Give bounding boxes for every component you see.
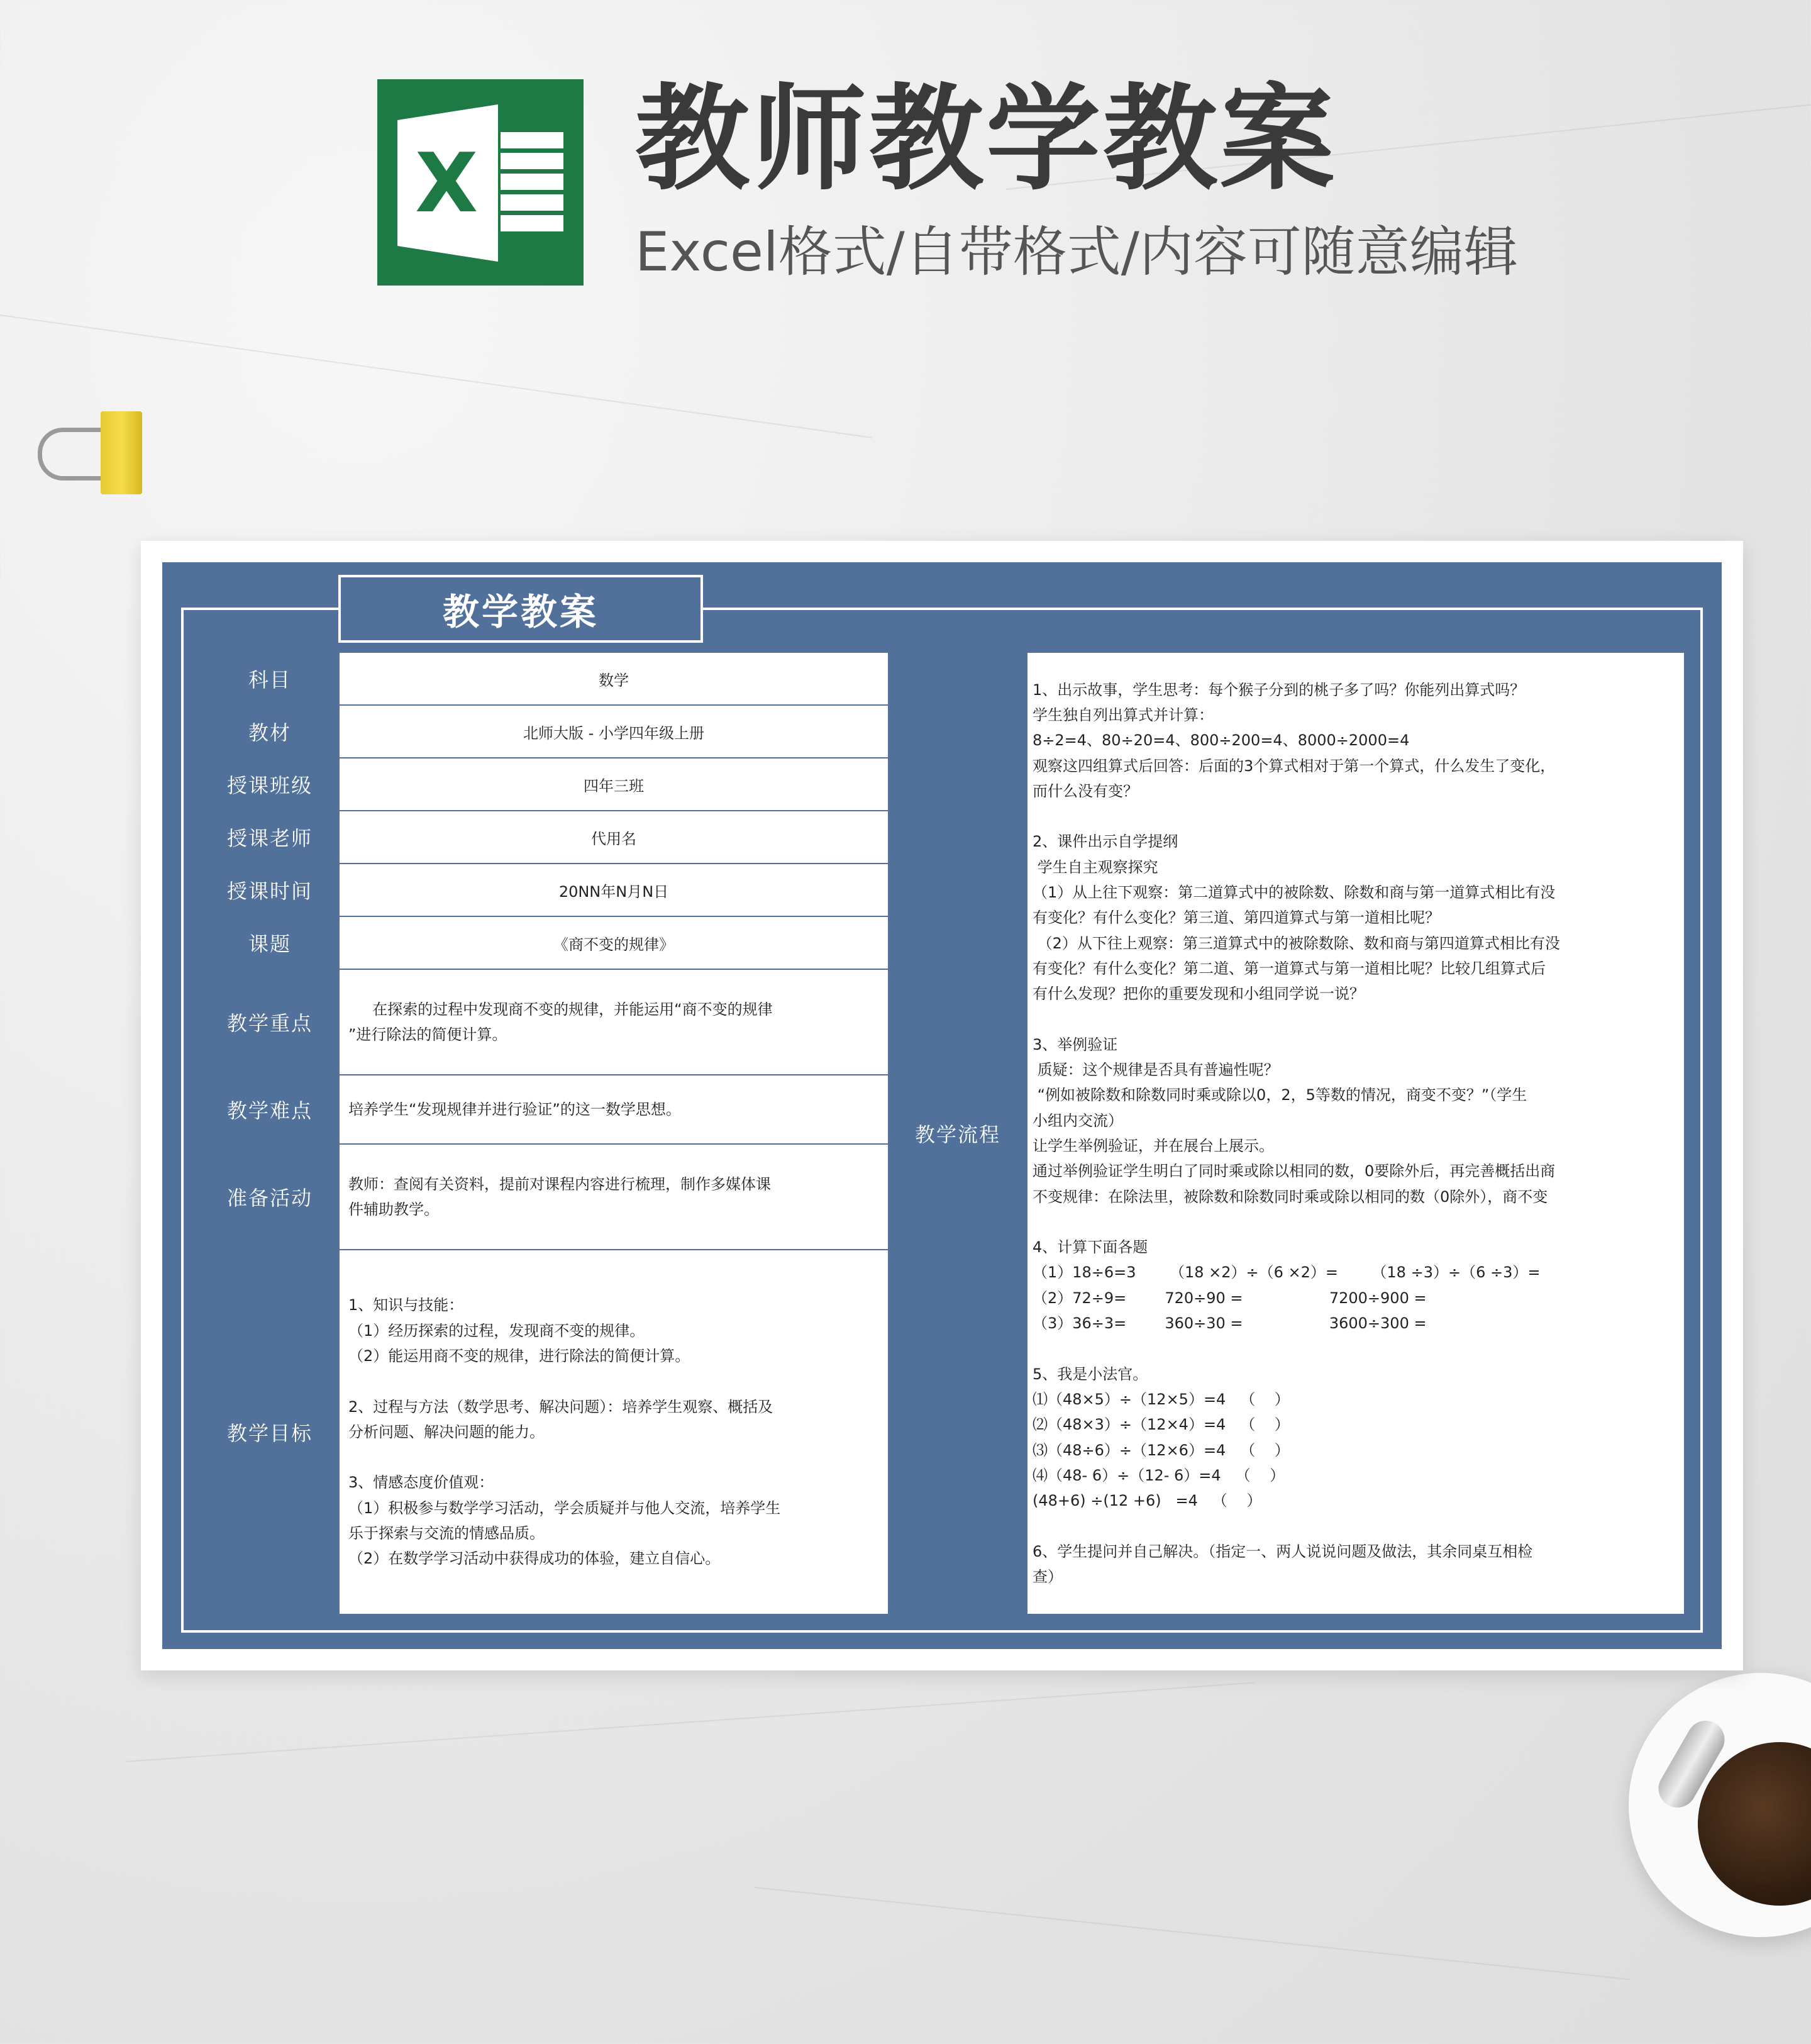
marble-vein: [126, 1682, 1255, 1762]
text-line: 1、知识与技能：: [348, 1296, 464, 1314]
marble-vein: [755, 1887, 1631, 1980]
document-title: 教学教案: [338, 575, 703, 643]
text-line: （3）36÷3= 360÷30 = 3600÷300 =: [1033, 1314, 1427, 1333]
text-line: 通过举例验证学生明白了同时乘或除以相同的数，0要除外后，再完善概括出商: [1033, 1162, 1556, 1180]
coffee-cup-icon: [1629, 1673, 1811, 1937]
text-line: [1033, 1007, 1679, 1032]
text-line: 4、计算下面各题: [1033, 1238, 1148, 1257]
text-line: (48+6) ÷(12 +6) =4 （ ）: [1033, 1492, 1262, 1510]
text-line: 件辅助教学。: [348, 1201, 439, 1218]
text-line: 有变化？有什么变化？第二道、第一道算式与第一道相比呢？比较几组算式后: [1033, 959, 1546, 977]
text-line: 而什么没有变？: [1033, 782, 1138, 800]
table-row: [201, 652, 1685, 705]
text-line: 乐于探索与交流的情感品质。: [348, 1525, 545, 1543]
row-label: 科目: [201, 652, 339, 705]
row-label: 课题: [201, 916, 339, 969]
page-title: 教师教学教案: [635, 72, 1337, 206]
text-line: ⑵（48×3）÷（12×4）=4 （ ）: [1033, 1416, 1290, 1434]
key-point-label: 教学重点: [201, 969, 339, 1075]
text-line: 小组内交流）: [1033, 1111, 1123, 1130]
text-line: [1033, 1336, 1679, 1361]
difficulty-value[interactable]: 培养学生“发现规律并进行验证”的这一数学思想。: [339, 1075, 889, 1144]
text-line: [1033, 1209, 1679, 1235]
text-line: 质疑：这个规律是否具有普遍性呢？: [1033, 1061, 1279, 1079]
text-line: 让学生举例验证，并在展台上展示。: [1033, 1137, 1274, 1155]
prep-label: 准备活动: [201, 1144, 339, 1250]
text-line: 8÷2=4、80÷20=4、800÷200=4、8000÷2000=4: [1033, 731, 1410, 750]
text-line: ”进行除法的简便计算。: [348, 1026, 507, 1043]
text-line: “例如被除数和除数同时乘或除以0，2，5等数的情况，商变不变？”（学生: [1033, 1086, 1527, 1104]
flow-label: 教学流程: [889, 652, 1027, 1614]
text-line: [1033, 1513, 1679, 1538]
cell-value[interactable]: 四年三班: [339, 758, 889, 811]
text-line: 学生独自列出算式并计算：: [1033, 706, 1214, 724]
lesson-plan-frame: [162, 562, 1722, 1649]
text-line: ⑴（48×5）÷（12×5）=4 （ ）: [1033, 1390, 1290, 1408]
flow-content[interactable]: [1027, 652, 1685, 1614]
text-line: 6、学生提问并自己解决。（指定一、两人说说问题及做法，其余同桌互相检: [1033, 1542, 1533, 1560]
row-label: 授课时间: [201, 864, 339, 916]
text-line: 5、我是小法官。: [1033, 1365, 1148, 1383]
text-line: 观察这四组算式后回答：后面的3个算式相对于第一个算式，什么发生了变化，: [1033, 757, 1556, 775]
text-line: 1、出示故事，学生思考：每个猴子分到的桃子多了吗？你能列出算式吗？: [1033, 680, 1526, 699]
cell-value[interactable]: 《商不变的规律》: [339, 916, 889, 969]
text-line: 在探索的过程中发现商不变的规律，并能运用“商不变的规律: [348, 1000, 773, 1018]
logo-grid-icon: [501, 132, 563, 233]
binder-clip-icon: [38, 403, 151, 503]
text-line: ⑷（48- 6）÷（12- 6）=4 （ ）: [1033, 1466, 1285, 1484]
text-line: 教师：查阅有关资料，提前对课程内容进行梳理，制作多媒体课: [348, 1175, 771, 1193]
excel-logo-icon: [377, 79, 584, 286]
text-line: 2、过程与方法（数学思考、解决问题）：培养学生观察、概括及: [348, 1397, 773, 1416]
text-line: （1）经历探索的过程，发现商不变的规律。: [348, 1321, 645, 1340]
text-line: （2）从下往上观察：第三道算式中的被除数除、数和商与第四道算式相比有没: [1033, 934, 1560, 952]
text-line: （1）从上往下观察：第二道算式中的被除数、除数和商与第一道算式相比有没: [1033, 884, 1556, 902]
text-line: [1033, 804, 1679, 829]
text-line: （1）18÷6=3 （18 ×2）÷（6 ×2）= （18 ÷3）÷（6 ÷3）=: [1033, 1264, 1541, 1282]
text-line: 有变化？有什么变化？第三道、第四道算式与第一道相比呢？: [1033, 909, 1440, 927]
text-line: 不变规律：在除法里，被除数和除数同时乘或除以相同的数（0除外），商不变: [1033, 1187, 1548, 1206]
lesson-plan-table: [200, 652, 1685, 1615]
cell-value[interactable]: 数学: [339, 652, 889, 705]
row-label: 授课老师: [201, 811, 339, 864]
cell-value[interactable]: 代用名: [339, 811, 889, 864]
logo-letter: X: [415, 135, 479, 231]
page-subtitle: Excel格式/自带格式/内容可随意编辑: [635, 221, 1518, 284]
text-line: [348, 1369, 879, 1394]
text-line: 学生自主观察探究: [1033, 858, 1158, 876]
prep-value[interactable]: [339, 1144, 889, 1250]
difficulty-label: 教学难点: [201, 1075, 339, 1144]
text-line: 3、情感态度价值观：: [348, 1474, 494, 1492]
cell-value[interactable]: 北师大版 - 小学四年级上册: [339, 705, 889, 758]
text-line: 查）: [1033, 1568, 1063, 1586]
text-line: （2）在数学学习活动中获得成功的体验，建立自信心。: [348, 1550, 721, 1568]
text-line: 有什么发现？把你的重要发现和小组同学说一说？: [1033, 985, 1365, 1003]
text-line: （2）72÷9= 720÷90 = 7200÷900 =: [1033, 1289, 1427, 1307]
lesson-plan-card: [141, 541, 1743, 1670]
text-line: 分析问题、解决问题的能力。: [348, 1423, 545, 1441]
row-label: 授课班级: [201, 758, 339, 811]
text-line: 3、举例验证: [1033, 1035, 1118, 1053]
goals-label: 教学目标: [201, 1250, 339, 1614]
key-point-value[interactable]: [339, 969, 889, 1075]
goals-value[interactable]: [339, 1250, 889, 1614]
text-line: （1）积极参与数学学习活动，学会质疑并与他人交流，培养学生: [348, 1499, 781, 1517]
text-line: ⑶（48÷6）÷（12×6）=4 （ ）: [1033, 1441, 1290, 1459]
row-label: 教材: [201, 705, 339, 758]
text-line: [348, 1445, 879, 1470]
text-line: （2）能运用商不变的规律，进行除法的简便计算。: [348, 1347, 690, 1365]
text-line: 2、课件出示自学提纲: [1033, 833, 1178, 851]
cell-value[interactable]: 20NN年N月N日: [339, 864, 889, 916]
